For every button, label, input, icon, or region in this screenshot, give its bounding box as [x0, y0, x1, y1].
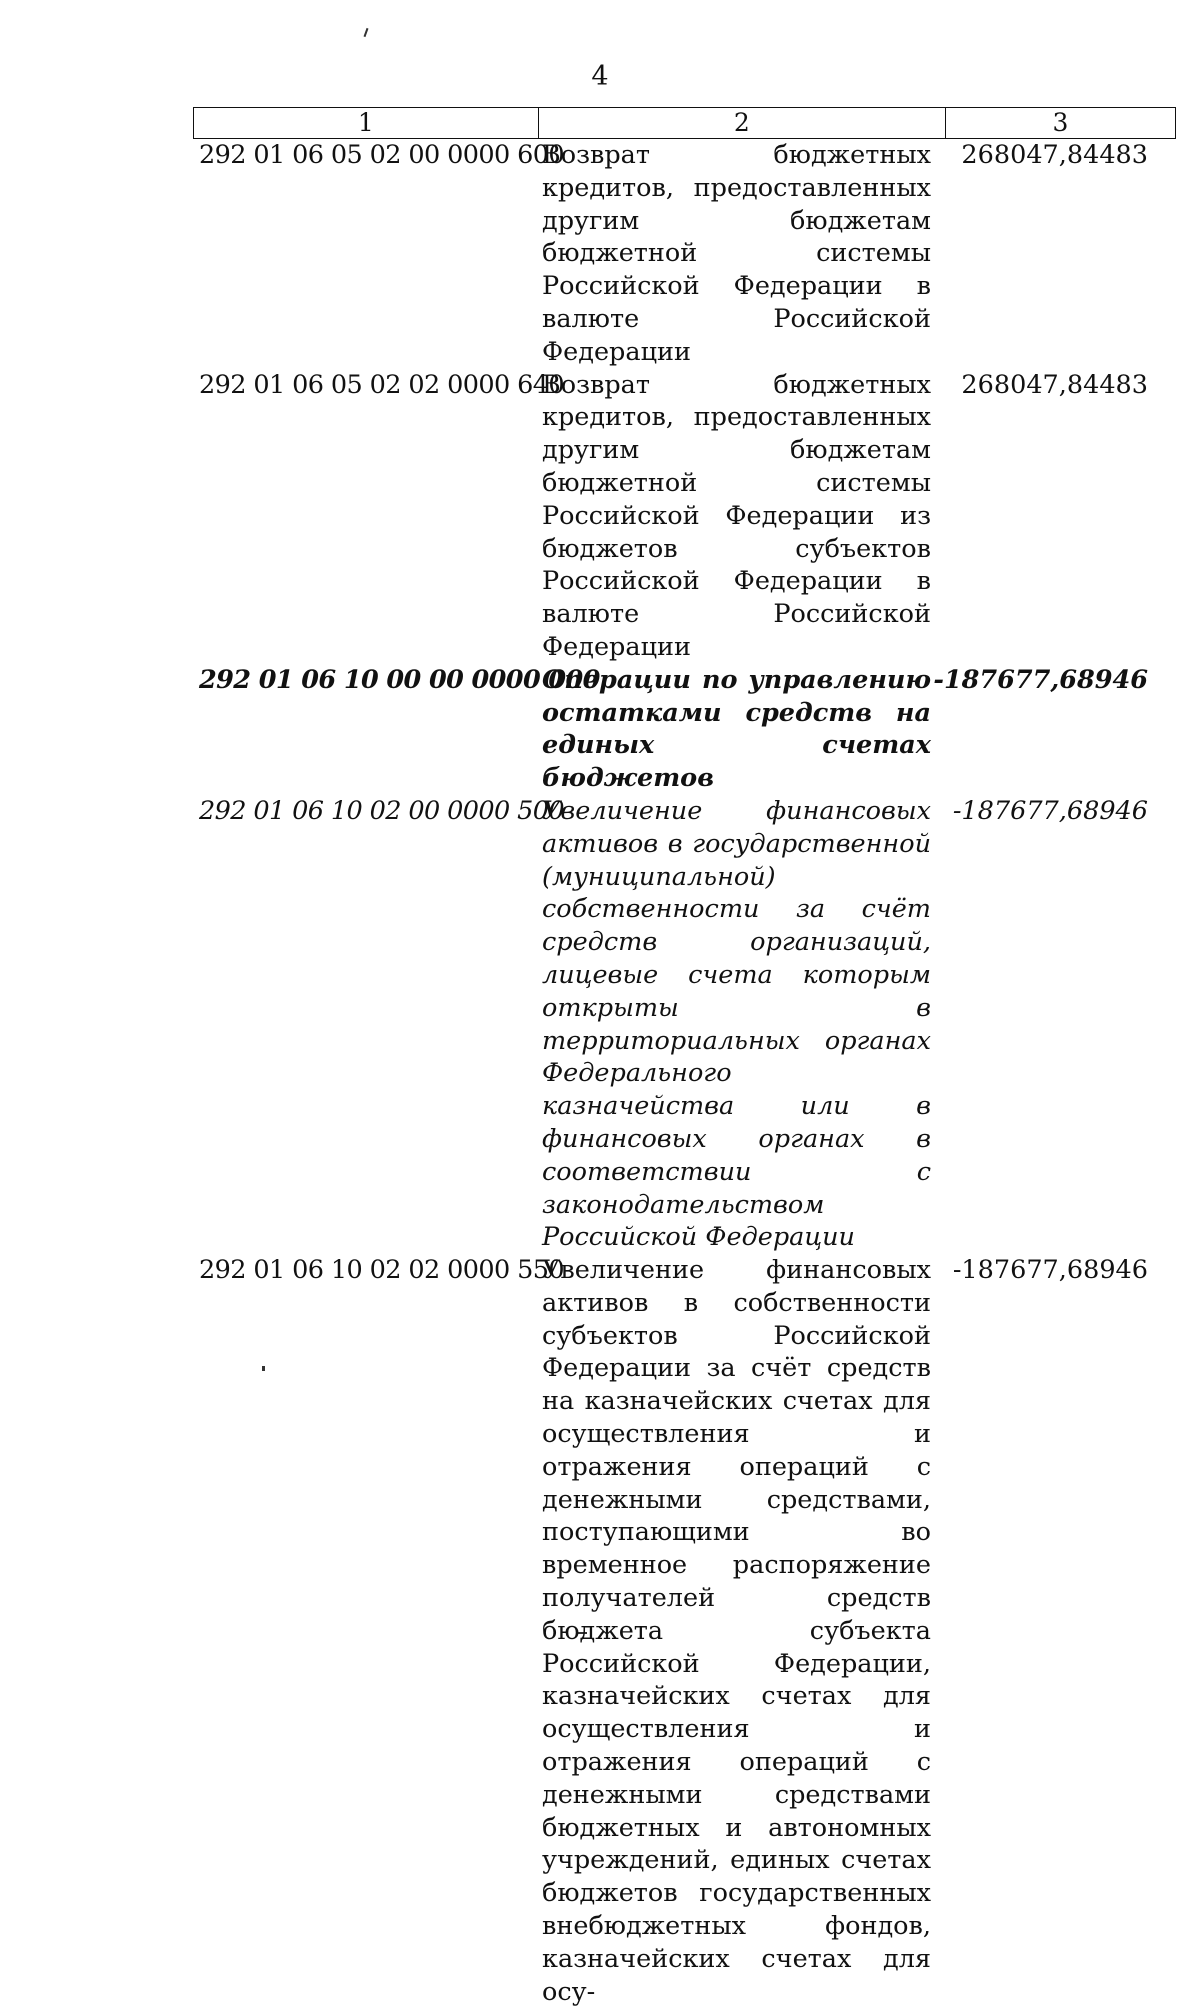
budget-code: 292 01 06 05 02 02 0000 640: [199, 369, 565, 400]
row-amount: -187677,68946: [952, 795, 1148, 826]
budget-table: [193, 107, 1176, 2008]
table-row-bold: [193, 664, 1176, 795]
row-amount: 268047,84483: [961, 140, 1148, 170]
row-amount: -187677,68946: [952, 1255, 1148, 1286]
table-row: [193, 1254, 1176, 2008]
budget-code: 292 01 06 10 02 00 0000 500: [199, 795, 565, 826]
table-row: [193, 369, 1176, 664]
table-row-italic: [193, 795, 1176, 1254]
budget-code: 292 01 06 05 02 00 0000 600: [199, 140, 565, 170]
column-header-1: 1: [194, 108, 539, 138]
column-header-3: 3: [1052, 108, 1069, 137]
row-description: Возврат бюджетных кредитов, предоставленных другим бюджетам бюджетной системы Российской Федерации из бюджетов субъектов Российской Федерации в валюте Российской Федерации: [542, 369, 931, 662]
row-description: Операции по управлению остатками средств на единых счетах бюджетов: [542, 664, 931, 794]
scan-mark: [364, 28, 369, 37]
row-description: Возврат бюджетных кредитов, предоставленных другим бюджетам бюджетной системы Российской Федерации в валюте Российской Федерации: [542, 140, 931, 367]
row-amount: -187677,68946: [933, 664, 1148, 695]
row-amount: 268047,84483: [961, 369, 1148, 400]
row-description: Увеличение финансовых активов в государственной (муниципальной) собственности за счёт средств организаций, лицевые счета которым открыты в территориальных органах Федерального казначейства или в финансовых органах в соответствии с законодательством Российской Федерации: [542, 795, 931, 1253]
column-header-2: 2: [539, 108, 946, 138]
budget-code: 292 01 06 10 02 02 0000 550: [199, 1255, 565, 1286]
page-number: 4: [591, 61, 609, 92]
budget-code: 292 01 06 10 00 00 0000 000: [199, 664, 600, 695]
row-description: Увеличение финансовых активов в собственности субъектов Российской Федерации за счёт средств на казначейских счетах для осуществления и отражения операций с денежными средствами, поступающими во временное распоряжение получателей средств бюджета субъекта Российской Федерации, казначейских счетах для осуществления и отражения операций с денежными средствами бюджетных и автономных учреждений, единых счетах бюджетов государственных внебюджетных фондов, казначейских счетах для осу-: [542, 1255, 931, 2007]
table-header: [193, 107, 1176, 139]
table-row: [193, 139, 1176, 369]
